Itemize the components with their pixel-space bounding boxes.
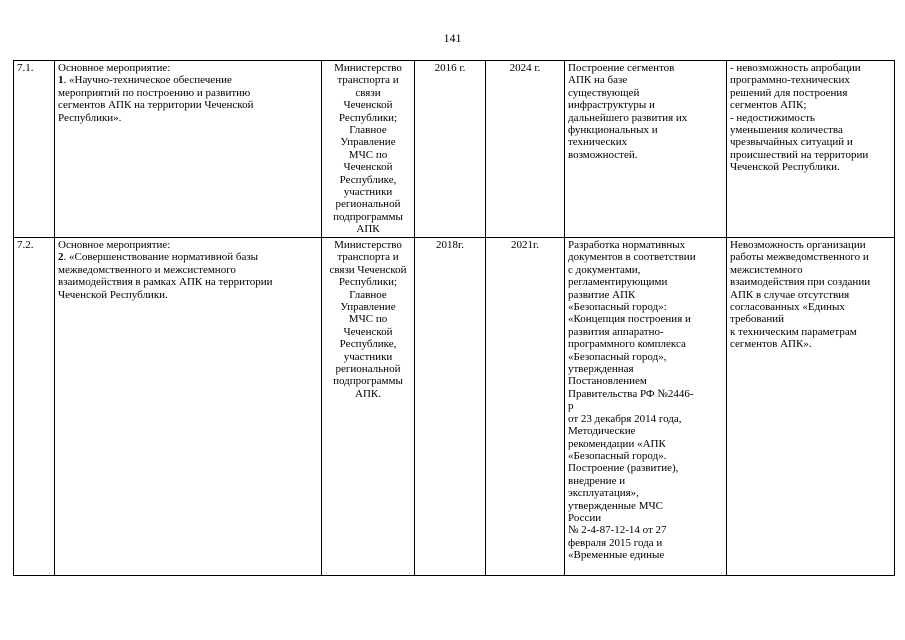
result-line: «Безопасный город»: [568,301,667,314]
result-line: развития аппаратно- [568,325,664,338]
result-line: программного комплекса [568,338,686,351]
executor-line: МЧС по [348,148,388,161]
executor-line: Министерство [334,239,402,251]
result-line: «Концепция построения и [568,313,691,326]
executor-line: связи [355,86,381,99]
result-line: функциональных и [568,124,658,137]
result-line: АПК на базе [568,74,628,87]
executor-line: Главное [349,288,387,301]
executor-line: связи Чеченской [329,263,407,276]
executor-line: Республике, [339,338,397,351]
consequence-line: взаимодействия при создании [730,276,871,289]
activity-line [58,74,318,86]
activity-index: 1 [58,74,64,87]
result-line: «Безопасный город», [568,350,667,363]
consequence-line: АПК в случае отсутствия [730,288,850,301]
consequence-line: сегментов АПК; [730,99,807,112]
end-year: 2024 г. [486,61,565,238]
consequence-line: сегментов АПК». [730,338,812,351]
executor-line: Чеченской [343,161,393,174]
result-line: эксплуатация», [568,487,639,500]
executor-line: подпрограммы [333,210,403,223]
result-line: от 23 декабря 2014 года, [568,412,682,425]
result-line: Методические [568,425,636,438]
executor-line: транспорта и [337,251,399,264]
consequence-line: работы межведомственного и [730,251,869,264]
result-line: с документами, [568,263,641,276]
consequence-line: Чеченской Республики. [730,161,840,174]
result-line: инфраструктуры и [568,99,655,112]
consequence-line: к техническим параметрам [730,325,857,338]
result-line: рекомендации «АПК [568,437,666,450]
consequence-line: межсистемного [730,263,803,276]
executor-line: МЧС по [348,313,388,326]
executor-line: региональной [335,198,401,211]
result-cell [565,238,727,576]
consequence-line: Невозможность организации [730,239,866,251]
result-line: февраля 2015 года и [568,536,663,549]
result-line: документов в соответствии [568,251,696,264]
consequences-cell [727,238,895,576]
row-number: 7.2. [14,238,55,576]
consequence-line: уменьшения количества [730,124,843,137]
result-line: технических [568,136,628,149]
activity-line: межведомственного и межсистемного [58,263,236,276]
measures-table [13,60,895,576]
executor-line: участники [343,186,393,199]
executor-line: транспорта и [337,74,399,87]
result-line: «Безопасный город». [568,449,667,462]
consequence-line: происшествий на территории [730,148,869,161]
consequence-line: решений для построения [730,86,848,99]
executor-line: Республики; [338,111,398,124]
table-row [14,61,895,238]
activity-line: сегментов АПК на территории Чеченской [58,99,254,112]
activity-line-text: . «Совершенствование нормативной базы [63,251,259,264]
executor-line: региональной [335,363,401,376]
consequence-line: требований [730,313,785,326]
result-line: России [568,511,602,524]
result-line: существующей [568,86,640,99]
activity-cell [55,61,322,238]
activity-line: взаимодействия в рамках АПК на территории [58,276,273,289]
consequence-line: - невозможность апробации [730,62,861,74]
table-row [14,238,895,576]
result-line: внедрение и [568,474,626,487]
consequence-line: чрезвычайных ситуаций и [730,136,853,149]
start-year: 2016 г. [415,61,486,238]
result-line: Построение (развитие), [568,462,679,475]
result-line: Разработка нормативных [568,239,686,251]
executor-line: подпрограммы [333,375,403,388]
activity-title: Основное мероприятие: [58,239,171,251]
executors-cell [322,61,415,238]
executor-line: Управление [340,301,396,314]
result-line: «Временные единые [568,549,665,562]
consequence-line: согласованных «Единых [730,301,845,314]
executor-line: АПК [356,223,380,236]
executor-line: Главное [349,124,387,137]
result-line: р [568,400,574,413]
result-line: Постановлением [568,375,647,388]
consequence-line: - недостижимость [730,111,815,124]
activity-line-text: . «Научно-техническое обеспечение [63,74,232,87]
result-line: Правительства РФ №2446- [568,387,694,400]
executor-line: Министерство [334,62,402,74]
activity-cell [55,238,322,576]
executor-line: Управление [340,136,396,149]
activity-line: Чеченской Республики. [58,288,168,301]
result-line: утвержденная [568,363,634,376]
page-number: 141 [443,31,462,45]
consequence-line: программно-технических [730,74,850,87]
row-number: 7.1. [14,61,55,238]
result-line: возможностей. [568,148,638,161]
executor-line: Республике, [339,173,397,186]
result-line: дальнейшего развития их [568,111,688,124]
result-line: № 2-4-87-12-14 от 27 [568,524,667,537]
executor-line: Чеченской [343,325,393,338]
executor-line: Чеченской [343,99,393,112]
end-year: 2021г. [486,238,565,576]
result-cell [565,61,727,238]
executors-cell [322,238,415,576]
activity-index: 2 [58,251,64,264]
result-line: регламентирующими [568,276,668,289]
start-year: 2018г. [415,238,486,576]
activity-line [58,251,318,263]
executor-line: участники [343,350,393,363]
result-line: утвержденные МЧС [568,499,663,512]
consequences-cell [727,61,895,238]
executor-line: АПК. [355,387,381,400]
activity-line: Республики». [58,111,122,124]
activity-line: мероприятий по построению и развитию [58,86,251,99]
result-line: развитие АПК [568,288,636,301]
result-line: Построение сегментов [568,62,675,74]
executor-line: Республики; [338,276,398,289]
activity-title: Основное мероприятие: [58,62,171,74]
